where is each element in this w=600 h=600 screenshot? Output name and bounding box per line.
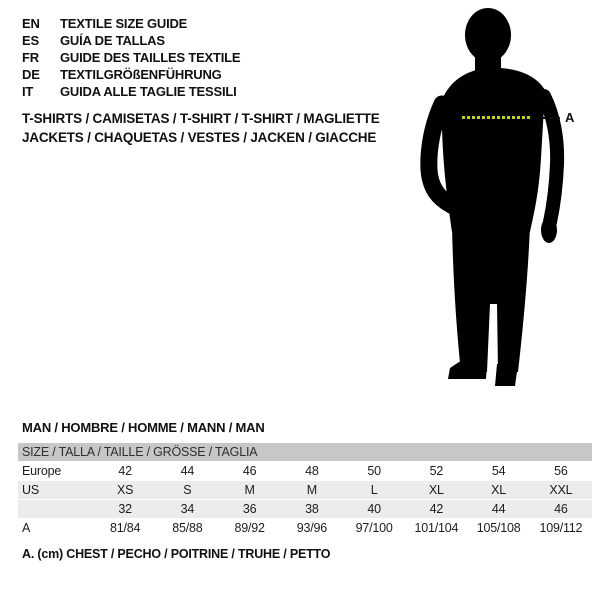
- cell: 97/100: [355, 521, 393, 535]
- row-label: Europe: [22, 464, 62, 478]
- language-row: [22, 66, 240, 83]
- language-label: GUIDA ALLE TAGLIE TESSILI: [60, 84, 237, 99]
- cell: 93/96: [296, 521, 328, 535]
- cell: 36: [219, 500, 281, 519]
- cell: XL: [468, 481, 530, 500]
- language-row: [22, 49, 240, 66]
- man-silhouette: [420, 8, 580, 398]
- cell: XS: [94, 481, 156, 500]
- cell: 81/84: [109, 521, 141, 535]
- cell: 44: [180, 464, 195, 478]
- row-label: US: [18, 481, 94, 500]
- cell: 40: [343, 500, 405, 519]
- language-code: IT: [22, 84, 34, 99]
- language-label: TEXTILGRÖßENFÜHRUNG: [60, 67, 222, 82]
- cell: 42: [405, 500, 467, 519]
- cell: 46: [530, 500, 592, 519]
- row-label: A: [22, 521, 31, 535]
- cell: 42: [118, 464, 132, 478]
- cell: XXL: [530, 481, 592, 500]
- cell: 48: [305, 464, 319, 478]
- cell: 52: [429, 464, 444, 478]
- language-row: [22, 83, 240, 100]
- language-code: EN: [22, 16, 40, 31]
- table-row-chest-cm: [18, 519, 592, 538]
- measure-leader-dashes: [542, 117, 561, 119]
- measure-label-a: A: [565, 110, 575, 125]
- jackets-line: JACKETS / CHAQUETAS / VESTES / JACKEN / GIACCHE: [22, 129, 377, 145]
- language-code: DE: [22, 67, 40, 82]
- cell: 54: [491, 464, 506, 478]
- cell: M: [219, 481, 281, 500]
- language-code: ES: [22, 33, 39, 48]
- language-label: GUIDE DES TAILLES TEXTILE: [60, 50, 241, 65]
- cell: 32: [94, 500, 156, 519]
- size-table-header: SIZE / TALLA / TAILLE / GRÖSSE / TAGLIA: [18, 443, 592, 462]
- cell: M: [281, 481, 343, 500]
- cell: 34: [156, 500, 218, 519]
- man-silhouette-graphic: [420, 8, 580, 398]
- language-code: FR: [22, 50, 39, 65]
- cell: 38: [281, 500, 343, 519]
- chest-measure-dashed-line: [462, 116, 530, 119]
- cell: L: [343, 481, 405, 500]
- cell: 105/108: [476, 521, 521, 535]
- tshirts-line: T-SHIRTS / CAMISETAS / T-SHIRT / T-SHIRT / MAGLIETTE: [22, 111, 380, 126]
- measurement-footnote: A. (cm) CHEST / PECHO / POITRINE / TRUHE / PETTO: [22, 547, 331, 561]
- size-table: [18, 443, 592, 538]
- cell: 101/104: [414, 521, 459, 535]
- cell: 50: [367, 464, 381, 478]
- cell: 56: [554, 464, 568, 478]
- cell: 85/88: [172, 521, 203, 535]
- language-label: GUÍA DE TALLAS: [60, 33, 165, 48]
- language-row: [22, 32, 240, 49]
- cell: 89/92: [234, 521, 265, 535]
- cell: 44: [468, 500, 530, 519]
- row-label: [18, 500, 94, 519]
- cell: 109/112: [539, 521, 583, 535]
- section-title: MAN / HOMBRE / HOMME / MANN / MAN: [22, 420, 265, 435]
- table-row-alt-size: [18, 500, 592, 519]
- size-table-header-row: [18, 443, 592, 462]
- table-row-europe: [18, 462, 592, 481]
- cell: 46: [242, 464, 257, 478]
- cell: S: [156, 481, 218, 500]
- language-list: [22, 15, 240, 100]
- garment-type-lines: [22, 110, 380, 147]
- language-label: TEXTILE SIZE GUIDE: [60, 16, 188, 31]
- cell: XL: [405, 481, 467, 500]
- language-row: [22, 15, 240, 32]
- table-row-us: [18, 481, 592, 500]
